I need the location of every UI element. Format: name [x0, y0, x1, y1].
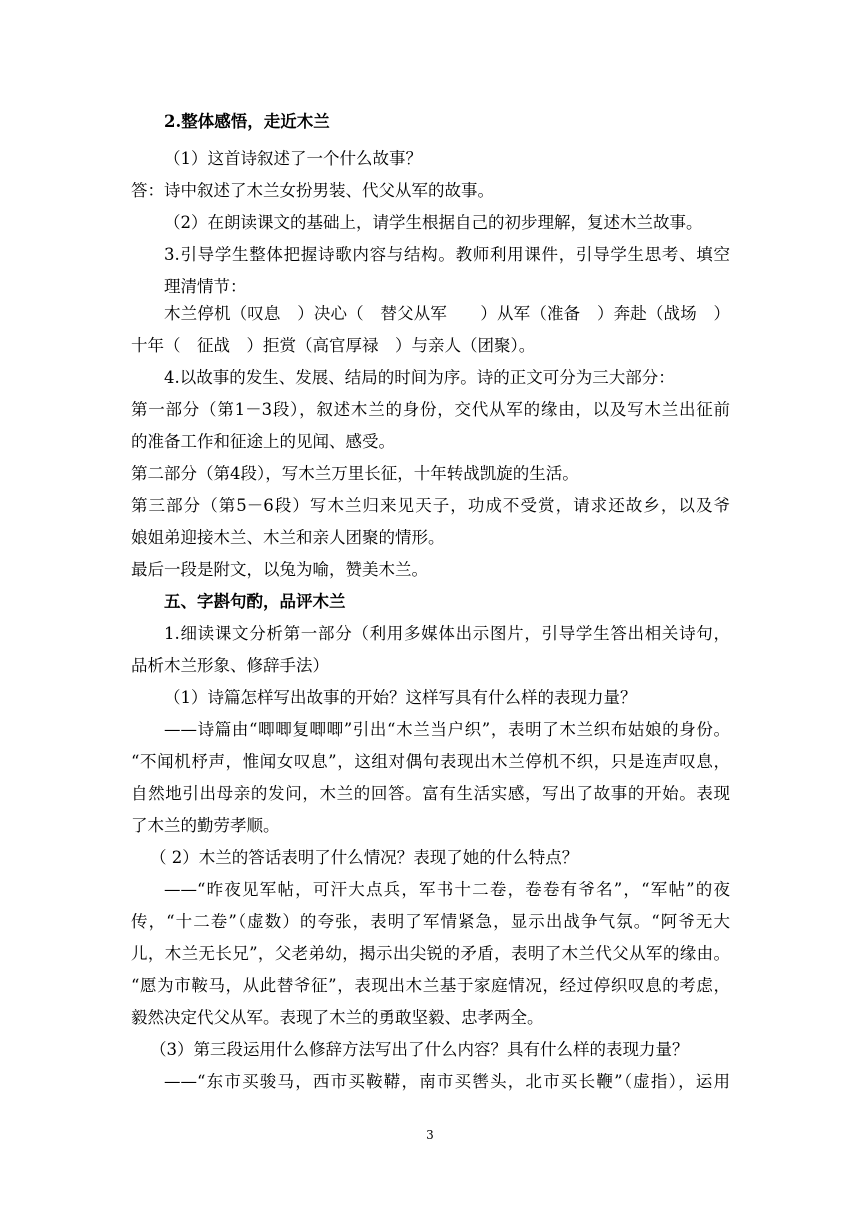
paragraph-line: 毅然决定代父从军。表现了木兰的勇敢坚毅、忠孝两全。: [131, 1008, 544, 1027]
paragraph-line: 理清情节：: [164, 277, 247, 296]
paragraph-line: 了木兰的勤劳孝顺。: [131, 816, 280, 835]
paragraph-line: 最后一段是附文，以兔为喻，赞美木兰。: [131, 560, 428, 579]
paragraph-line: 3.引导学生整体把握诗歌内容与结构。教师利用课件，引导学生思考、填空: [164, 245, 730, 264]
paragraph-line: 自然地引出母亲的发问，木兰的回答。富有生活实感，写出了故事的开始。表现: [131, 784, 730, 803]
question-line: （3）第三段运用什么修辞方法写出了什么内容？具有什么样的表现力量？: [150, 1040, 689, 1059]
paragraph-line: 娘姐弟迎接木兰、木兰和亲人团聚的情形。: [131, 528, 445, 547]
paragraph-line: 第一部分（第1－3段），叙述木兰的身份，交代从军的缘由，以及写木兰出征前: [131, 400, 730, 419]
fill-blank-line: 十年（ 征战 ）拒赏（高官厚禄 ）与亲人（团聚）。: [131, 336, 536, 355]
paragraph-line: 1.细读课文分析第一部分（利用多媒体出示图片，引导学生答出相关诗句，: [164, 624, 730, 643]
paragraph-line: ——“东市买骏马，西市买鞍鞯，南市买辔头，北市买长鞭”（虚指），运用: [164, 1072, 730, 1091]
paragraph-line: 传，“十二卷”（虚数）的夸张，表明了军情紧急，显示出战争气氛。“阿爷无大: [131, 912, 730, 931]
section-heading: 2.整体感悟，走近木兰: [164, 112, 330, 131]
paragraph-line: 4.以故事的发生、发展、结局的时间为序。诗的正文可分为三大部分：: [164, 368, 675, 387]
paragraph-line: “愿为市鞍马，从此替爷征”，表现出木兰基于家庭情况，经过停织叹息的考虑，: [131, 976, 730, 995]
paragraph-line: “不闻机杼声，惟闻女叹息”，这组对偶句表现出木兰停机不织，只是连声叹息，: [131, 752, 730, 771]
question-line: （1）诗篇怎样写出故事的开始？这样写具有什么样的表现力量？: [164, 688, 637, 707]
paragraph-line: 品析木兰形象、修辞手法）: [131, 656, 329, 675]
question-line: （ 2）木兰的答话表明了什么情况？表现了她的什么特点？: [150, 848, 579, 867]
paragraph-line: ——“昨夜见军帖，可汗大点兵，军书十二卷，卷卷有爷名”，“军帖”的夜: [164, 880, 730, 899]
paragraph-line: 儿，木兰无长兄”，父老弟幼，揭示出尖锐的矛盾，表明了木兰代父从军的缘由。: [131, 944, 730, 963]
paragraph-line: ——诗篇由“唧唧复唧唧”引出“木兰当户织”，表明了木兰织布姑娘的身份。: [164, 720, 730, 739]
question-line: （1）这首诗叙述了一个什么故事？: [164, 149, 422, 168]
question-line: （2）在朗读课文的基础上，请学生根据自己的初步理解，复述木兰故事。: [164, 213, 703, 232]
paragraph-line: 的准备工作和征途上的见闻、感受。: [131, 432, 395, 451]
section-heading: 五、字斟句酌，品评木兰: [164, 592, 346, 611]
fill-blank-line: 木兰停机（叹息 ）决心（ 替父从军 ）从军（准备 ）奔赴（战场 ）: [164, 304, 730, 323]
paragraph-line: 第三部分（第5－6段）写木兰归来见天子，功成不受赏，请求还故乡，以及爷: [131, 496, 730, 515]
paragraph-line: 第二部分（第4段），写木兰万里长征，十年转战凯旋的生活。: [131, 464, 579, 483]
page-number: 3: [426, 1128, 434, 1142]
answer-line: 答：诗中叙述了木兰女扮男装、代父从军的故事。: [131, 181, 494, 200]
